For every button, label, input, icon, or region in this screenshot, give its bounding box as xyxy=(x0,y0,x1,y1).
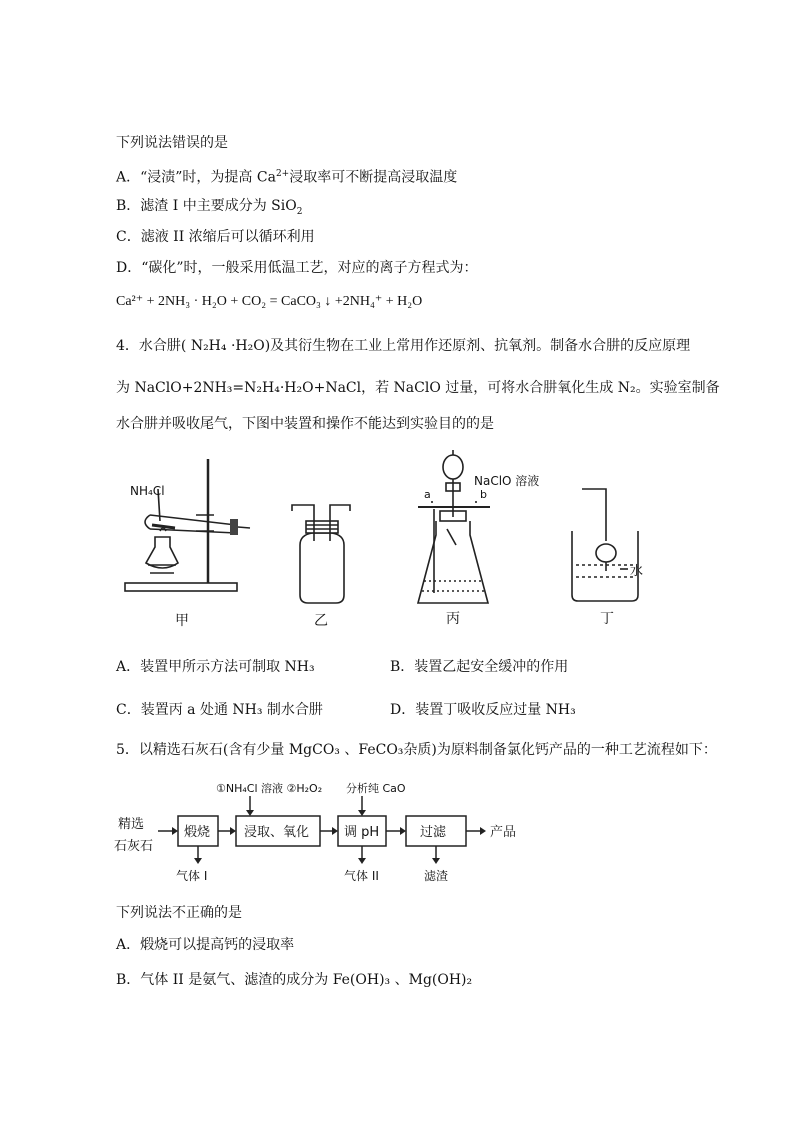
q3-option-c: C．滤液 II 浓缩后可以循环利用 xyxy=(116,229,315,245)
label-a: a xyxy=(424,488,431,501)
flow-reagents: ①NH₄Cl 溶液 ②H₂O₂ xyxy=(216,782,323,795)
q3-option-a xyxy=(116,164,457,188)
q3-option-b xyxy=(116,196,302,222)
caption-ding: 丁 xyxy=(600,611,614,627)
q4-option-a: A．装置甲所示方法可制取 NH₃ xyxy=(116,659,315,675)
caption-yi: 乙 xyxy=(314,613,328,629)
apparatus-bing xyxy=(418,450,490,603)
q3-option-b-text: B．滤渣 I 中主要成分为 SiO xyxy=(116,198,297,214)
label-b: b xyxy=(480,488,487,501)
q4-stem-line1: 4．水合肼( N₂H₄ ·H₂O)及其衍生物在工业上常用作还原剂、抗氧剂。制备水合肼的反应原理 xyxy=(116,338,691,354)
flow-leach: 浸取、氧化 xyxy=(244,825,310,840)
q3-stem: 下列说法错误的是 xyxy=(116,135,228,151)
flow-residue: 滤渣 xyxy=(424,869,449,883)
q3-option-b-sub: 2 xyxy=(296,206,303,217)
flow-input-2: 石灰石 xyxy=(114,839,154,854)
flow-input-1: 精选 xyxy=(118,817,145,832)
q4-stem-line3: 水合肼并吸收尾气，下图中装置和操作不能达到实验目的的是 xyxy=(116,416,494,432)
flow-cao: 分析纯 CaO xyxy=(346,782,406,795)
apparatus-jia xyxy=(125,459,250,591)
flow-calcine: 煅烧 xyxy=(184,825,211,840)
apparatus-figure xyxy=(0,445,793,635)
caption-jia: 甲 xyxy=(175,613,189,629)
caption-bing: 丙 xyxy=(446,611,460,627)
process-flow-diagram xyxy=(0,770,793,890)
flow-product: 产品 xyxy=(490,825,517,840)
flow-ph: 调 pH xyxy=(344,825,380,840)
label-naclo: NaClO 溶液 xyxy=(474,474,540,488)
q5-stem: 5．以精选石灰石(含有少量 MgCO₃ 、FeCO₃杂质)为原料制备氯化钙产品的一种工艺流程如下： xyxy=(116,742,717,758)
apparatus-ding xyxy=(572,489,638,601)
label-nh4cl: NH₄Cl xyxy=(130,484,165,498)
q5-option-b: B．气体 II 是氨气、滤渣的成分为 Fe(OH)₃ 、Mg(OH)₂ xyxy=(116,972,473,988)
q3-option-a-text-2: 浸取率可不断提高浸取温度 xyxy=(289,169,458,186)
q3-option-a-text: A．“浸渍”时，为提高 Ca xyxy=(116,169,276,186)
q4-option-d: D．装置丁吸收反应过量 NH₃ xyxy=(390,702,576,718)
q3-option-a-sup: 2+ xyxy=(275,169,290,179)
flow-gas2: 气体 II xyxy=(344,869,379,883)
flow-filter: 过滤 xyxy=(420,825,447,840)
q5-question: 下列说法不正确的是 xyxy=(116,905,242,921)
flow-gas1: 气体 I xyxy=(176,869,208,883)
q4-stem-line2: 为 NaClO+2NH₃=N₂H₄·H₂O+NaCl，若 NaClO 过量，可将水合肼氧化生成 N₂。实验室制备 xyxy=(116,380,720,396)
apparatus-yi xyxy=(292,505,350,603)
q5-option-a: A．煅烧可以提高钙的浸取率 xyxy=(116,937,295,953)
q3-equation: Ca²⁺ + 2NH₃ · H₂O + CO₂ = CaCO₃ ↓ +2NH₄⁺ + H₂O xyxy=(116,294,423,309)
label-water: 水 xyxy=(630,564,644,579)
q4-option-b: B．装置乙起安全缓冲的作用 xyxy=(390,659,569,675)
q4-option-c: C．装置丙 a 处通 NH₃ 制水合肼 xyxy=(116,702,323,718)
q3-option-d: D．“碳化”时，一般采用低温工艺，对应的离子方程式为： xyxy=(116,260,478,276)
